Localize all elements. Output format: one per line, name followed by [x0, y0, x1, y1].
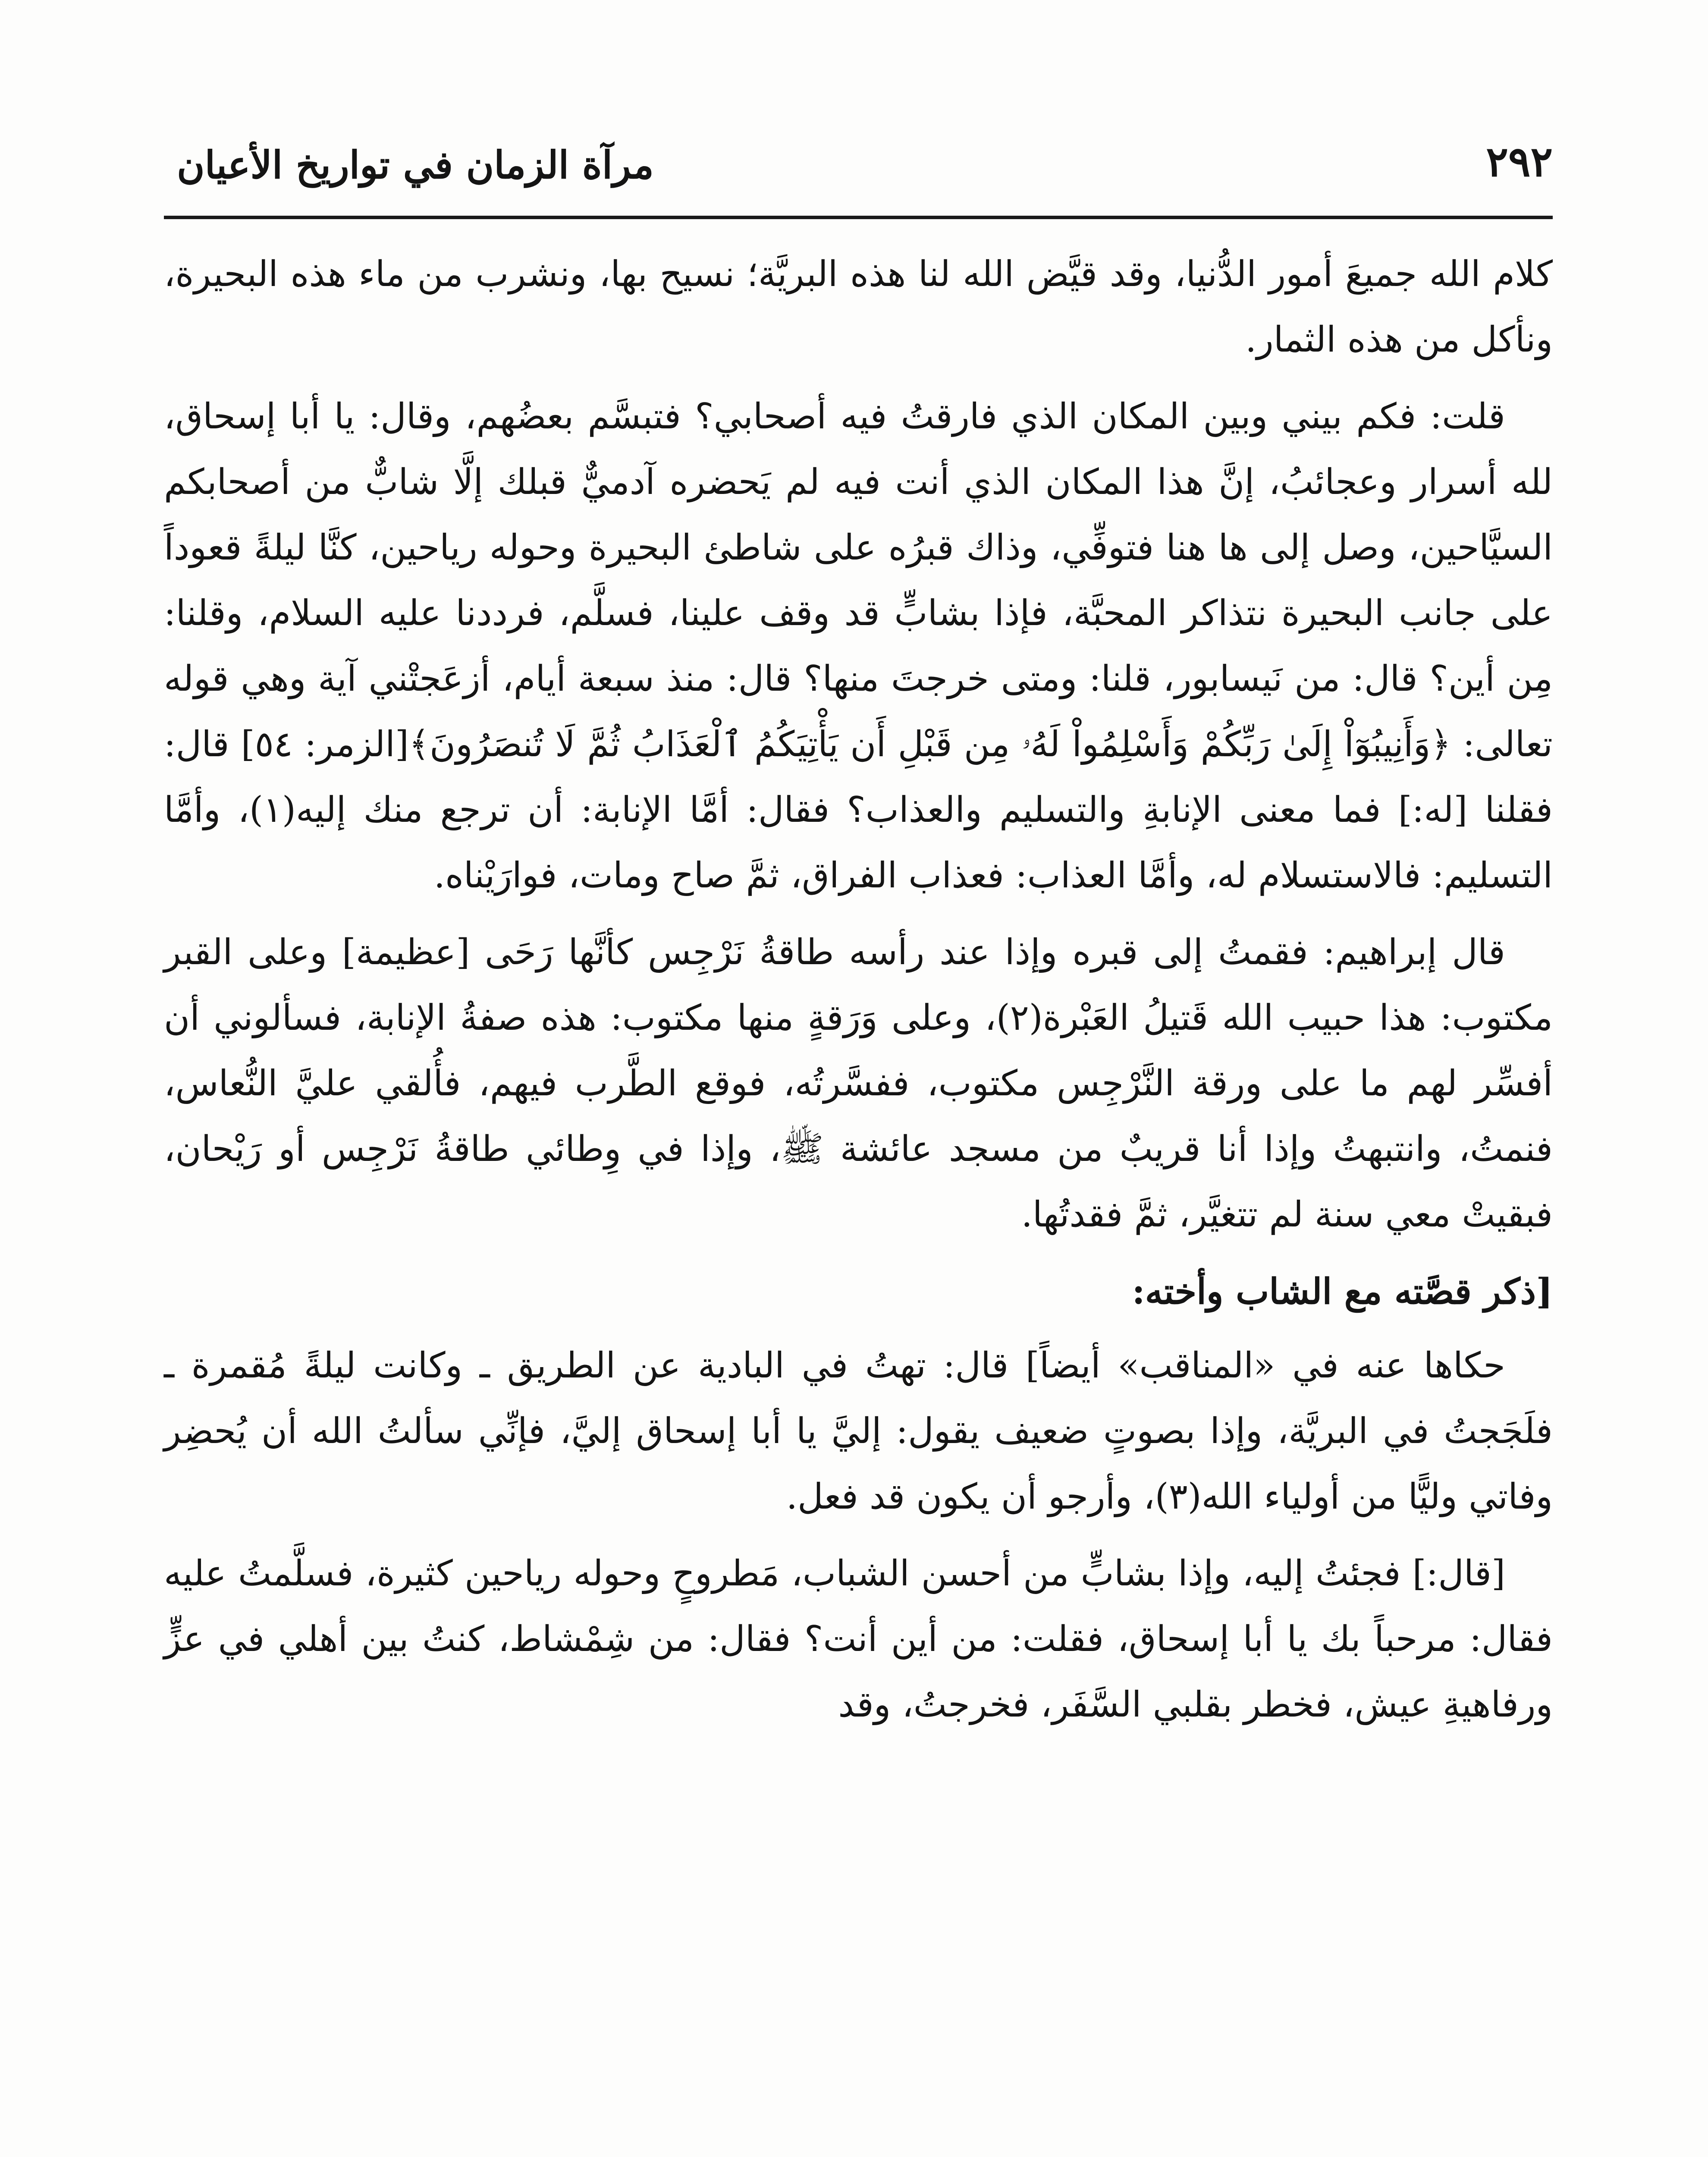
- paragraph-1: كلام الله جميعَ أمور الدُّنيا، وقد قيَّض الله لنا هذه البريَّة؛ نسيح بها، ونشرب من ماء هذه البحيرة، ونأكل من هذه الثمار.: [164, 254, 1553, 360]
- section-heading: [ذكر قصَّته مع الشاب وأخته:: [1132, 1271, 1553, 1312]
- paragraph-5: [قال:] فجئتُ إليه، وإذا بشابٍّ من أحسن الشباب، مَطروحٍ وحوله رياحين كثيرة، فسلَّمتُ عليه فقال: مرحباً بك يا أبا إسحاق، فقلت: من أين أنت؟ فقال: من شِمْشاط، كنتُ بين أهلي في عزٍّ ورفاهيةِ عيش، فخطر بقلبي السَّفَر، فخرجتُ، وقد: [164, 1553, 1553, 1725]
- paragraph-2: قلت: فكم بيني وبين المكان الذي فارقتُ فيه أصحابي؟ فتبسَّم بعضُهم، وقال: يا أبا إسحاق، لله أسرار وعجائبُ، إنَّ هذا المكان الذي أنت فيه لم يَحضره آدميٌّ قبلك إلَّا شابٌّ من أصحابكم السيَّاحين، وصل إلى ها هنا فتوفِّي، وذاك قبرُه على شاطئ البحيرة وحوله رياحين، كنَّا ليلةً قعوداً على جانب البحيرة نتذاكر المحبَّة، فإذا بشابٍّ قد وقف علينا، فسلَّم، فرددنا عليه السلام، وقلنا: مِن أين؟ قال: من نَيسابور، قلنا: ومتى خرجتَ منها؟ قال: منذ سبعة أيام، أزعَجتْني آية وهي قوله تعالى: ﴿وَأَنِيبُوٓاْ إِلَىٰ رَبِّكُمْ وَأَسْلِمُواْ لَهُۥ مِن قَبْلِ أَن يَأْتِيَكُمُ ٱلْعَذَابُ ثُمَّ لَا تُنصَرُونَ﴾[الزمر: ٥٤] قال: فقلنا [له:] فما معنى الإنابةِ والتسليم والعذاب؟ فقال: أمَّا الإنابة: أن ترجع منك إليه(١)، وأمَّا التسليم: فالاستسلام له، وأمَّا العذاب: فعذاب الفراق، ثمَّ صاح ومات، فوارَيْناه.: [164, 396, 1553, 896]
- running-title: مرآة الزمان في تواريخ الأعيان: [177, 142, 654, 187]
- header-rule: [164, 216, 1553, 219]
- body-text: [164, 242, 1553, 1749]
- paragraph-3: قال إبراهيم: فقمتُ إلى قبره وإذا عند رأسه طاقةُ نَرْجِس كأنَّها رَحَى [عظيمة] وعلى القبر مكتوب: هذا حبيب الله قَتيلُ العَبْرة(٢)، وعلى وَرَقةٍ منها مكتوب: هذه صفةُ الإنابة، فسألوني أن أفسِّر لهم ما على ورقة النَّرْجِس مكتوب، ففسَّرتُه، فوقع الطَّرب فيهم، فأُلقي عليَّ النُّعاس، فنمتُ، وانتبهتُ وإذا أنا قريبٌ من مسجد عائشة ﷺ، وإذا في وِطائي طاقةُ نَرْجِس أو رَيْحان، فبقيتْ معي سنة لم تتغيَّر، ثمَّ فقدتُها.: [164, 932, 1553, 1235]
- paragraph-4: حكاها عنه في «المناقب» أيضاً] قال: تهتُ في البادية عن الطريق ـ وكانت ليلةً مُقمرة ـ فلَجَجتُ في البريَّة، وإذا بصوتٍ ضعيف يقول: إليَّ يا أبا إسحاق إليَّ، فإنِّي سألتُ الله أن يُحضِر وفاتي وليًّا من أولياء الله(٣)، وأرجو أن يكون قد فعل.: [164, 1345, 1553, 1517]
- page-number: ٢٩٢: [1486, 137, 1553, 186]
